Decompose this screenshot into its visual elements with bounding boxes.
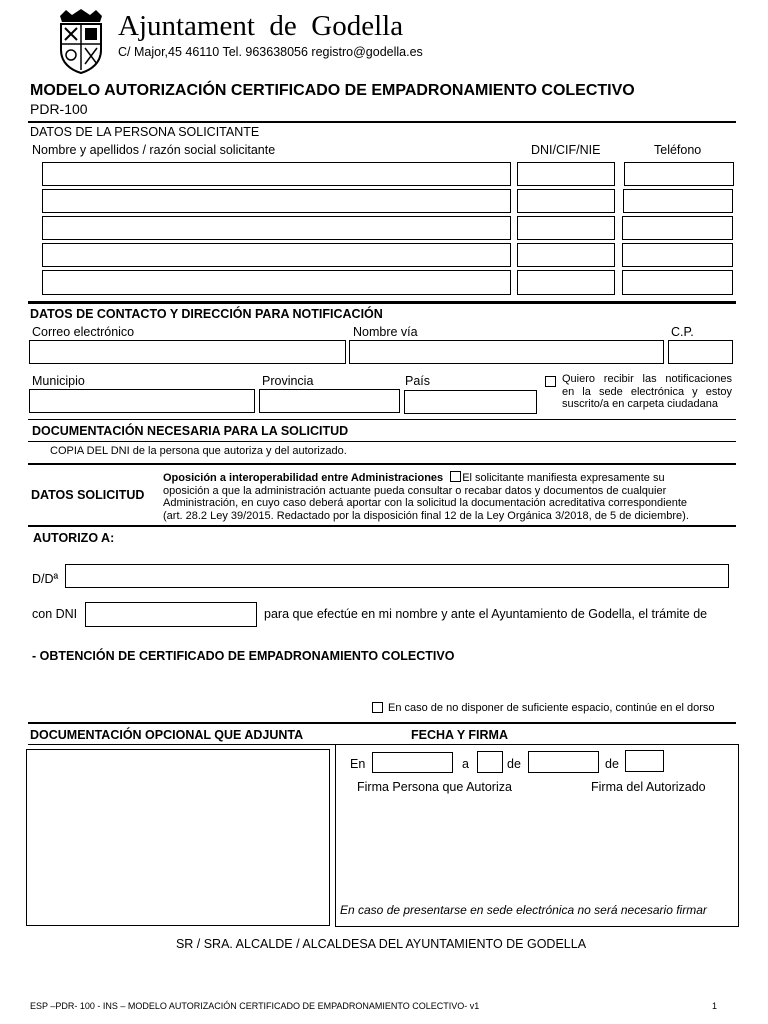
solicitante-phone-field-4[interactable]: [622, 243, 733, 267]
divider: [28, 301, 736, 304]
label-provincia: Provincia: [262, 374, 314, 388]
solicitante-dni-field-4[interactable]: [517, 243, 615, 267]
notificaciones-line-2: en la sede electrónica y estoy: [562, 385, 732, 398]
section-heading-solicitante: DATOS DE LA PERSONA SOLICITANTE: [30, 125, 260, 139]
documentacion-adjunta-field[interactable]: [26, 749, 330, 926]
column-label-name: Nombre y apellidos / razón social solicitante: [32, 143, 276, 157]
oposicion-text: [163, 471, 689, 522]
tramite-name: - OBTENCIÓN DE CERTIFICADO DE EMPADRONAMIENTO COLECTIVO: [32, 649, 455, 663]
oposicion-rest: El solicitante manifiesta expresamente su: [462, 472, 665, 484]
oposicion-line-3: Administración, en cuyo caso deberá aportar con la solicitud la documentación acreditativa correspondiente: [163, 497, 688, 509]
divider: [28, 419, 736, 420]
notificaciones-line-3: suscrito/a en carpeta ciudadana: [562, 398, 718, 410]
autorizado-dni-field[interactable]: [85, 602, 257, 627]
dorso-checkbox[interactable]: [372, 702, 383, 713]
section-heading-documentacion: DOCUMENTACIÓN NECESARIA PARA LA SOLICITUD: [32, 424, 349, 438]
via-field[interactable]: [349, 340, 664, 364]
solicitante-phone-field-3[interactable]: [622, 216, 733, 240]
label-via: Nombre vía: [353, 325, 418, 339]
municipal-coat-of-arms-logo: [56, 8, 106, 74]
oposicion-line-2: oposición a que la administración actuante pueda consultar o recabar datos y documentos de cualquier: [163, 484, 667, 497]
column-label-phone: Teléfono: [654, 143, 702, 157]
oposicion-line-1: [163, 471, 689, 485]
pais-field[interactable]: [404, 390, 537, 414]
notificaciones-line-1: Quiero recibir las notificaciones: [562, 373, 732, 385]
solicitante-phone-field-1[interactable]: [624, 162, 734, 186]
oposicion-line-4: (art. 28.2 Ley 39/2015. Redactado por la disposición final 12 de la Ley Orgánica 3/2018, de 5 de diciembre).: [163, 509, 689, 522]
solicitante-dni-field-2[interactable]: [517, 189, 615, 213]
divider: [28, 463, 736, 465]
solicitante-name-field-2[interactable]: [42, 189, 511, 213]
mes-field[interactable]: [528, 751, 599, 773]
autorizado-name-field[interactable]: [65, 564, 729, 588]
label-email: Correo electrónico: [32, 325, 135, 339]
documentacion-item: COPIA DEL DNI de la persona que autoriza y del autorizado.: [50, 445, 347, 457]
oposicion-title: Oposición a interoperabilidad entre Administraciones: [163, 472, 444, 484]
municipio-field[interactable]: [29, 389, 255, 413]
solicitante-phone-field-2[interactable]: [623, 189, 733, 213]
divider: [28, 525, 736, 527]
anio-field[interactable]: [625, 750, 664, 772]
section-heading-datos-solicitud: DATOS SOLICITUD: [31, 488, 145, 502]
solicitante-name-field-3[interactable]: [42, 216, 511, 240]
divider: [28, 121, 736, 123]
footer-text: ESP –PDR- 100 - INS – MODELO AUTORIZACIÓN CERTIFICADO DE EMPADRONAMIENTO COLECTIVO- v1: [30, 1001, 480, 1011]
notificaciones-label: [562, 373, 732, 411]
solicitante-name-field-5[interactable]: [42, 270, 511, 295]
label-de-2: de: [605, 757, 619, 771]
firma-note: En caso de presentarse en sede electrónica no será necesario firmar: [340, 903, 707, 917]
section-heading-fecha-firma: FECHA Y FIRMA: [411, 728, 508, 742]
lugar-field[interactable]: [372, 752, 453, 773]
section-heading-adjunta: DOCUMENTACIÓN OPCIONAL QUE ADJUNTA: [30, 728, 304, 742]
section-heading-contacto: DATOS DE CONTACTO Y DIRECCIÓN PARA NOTIFICACIÓN: [30, 307, 383, 321]
section-heading-autorizo: AUTORIZO A:: [33, 531, 115, 545]
solicitante-name-field-4[interactable]: [42, 243, 511, 267]
label-de-1: de: [507, 757, 521, 771]
label-dd: D/Dª: [32, 572, 59, 586]
column-label-dni: DNI/CIF/NIE: [531, 143, 601, 157]
solicitante-phone-field-5[interactable]: [622, 270, 733, 295]
label-pais: País: [405, 374, 431, 388]
oposicion-checkbox[interactable]: [450, 471, 461, 482]
label-municipio: Municipio: [32, 374, 85, 388]
dorso-label: En caso de no disponer de suficiente espacio, continúe en el dorso: [388, 702, 715, 714]
form-title: MODELO AUTORIZACIÓN CERTIFICADO DE EMPADRONAMIENTO COLECTIVO: [30, 82, 635, 99]
page-number: 1: [712, 1001, 718, 1011]
solicitante-dni-field-1[interactable]: [517, 162, 615, 186]
solicitante-dni-field-3[interactable]: [517, 216, 615, 240]
solicitante-name-field-1[interactable]: [42, 162, 511, 186]
label-en: En: [350, 757, 366, 771]
organization-address: C/ Major,45 46110 Tel. 963638056 registro@godella.es: [118, 45, 423, 59]
form-code: PDR-100: [30, 101, 88, 117]
notificaciones-checkbox[interactable]: [545, 376, 556, 387]
destinatario: SR / SRA. ALCALDE / ALCALDESA DEL AYUNTAMIENTO DE GODELLA: [175, 937, 587, 951]
organization-name: Ajuntament de Godella: [118, 10, 404, 42]
label-firma-autorizado: Firma del Autorizado: [591, 780, 706, 794]
provincia-field[interactable]: [259, 389, 400, 413]
label-cp: C.P.: [671, 325, 694, 339]
email-field[interactable]: [29, 340, 346, 364]
solicitante-dni-field-5[interactable]: [517, 270, 615, 295]
divider: [28, 441, 736, 442]
label-firma-autoriza: Firma Persona que Autoriza: [357, 780, 512, 794]
dia-field[interactable]: [477, 751, 503, 773]
cp-field[interactable]: [668, 340, 733, 364]
divider: [28, 722, 736, 724]
label-a: a: [462, 757, 469, 771]
tramite-text: para que efectúe en mi nombre y ante el Ayuntamiento de Godella, el trámite de: [264, 607, 708, 621]
label-con-dni: con DNI: [32, 607, 78, 621]
